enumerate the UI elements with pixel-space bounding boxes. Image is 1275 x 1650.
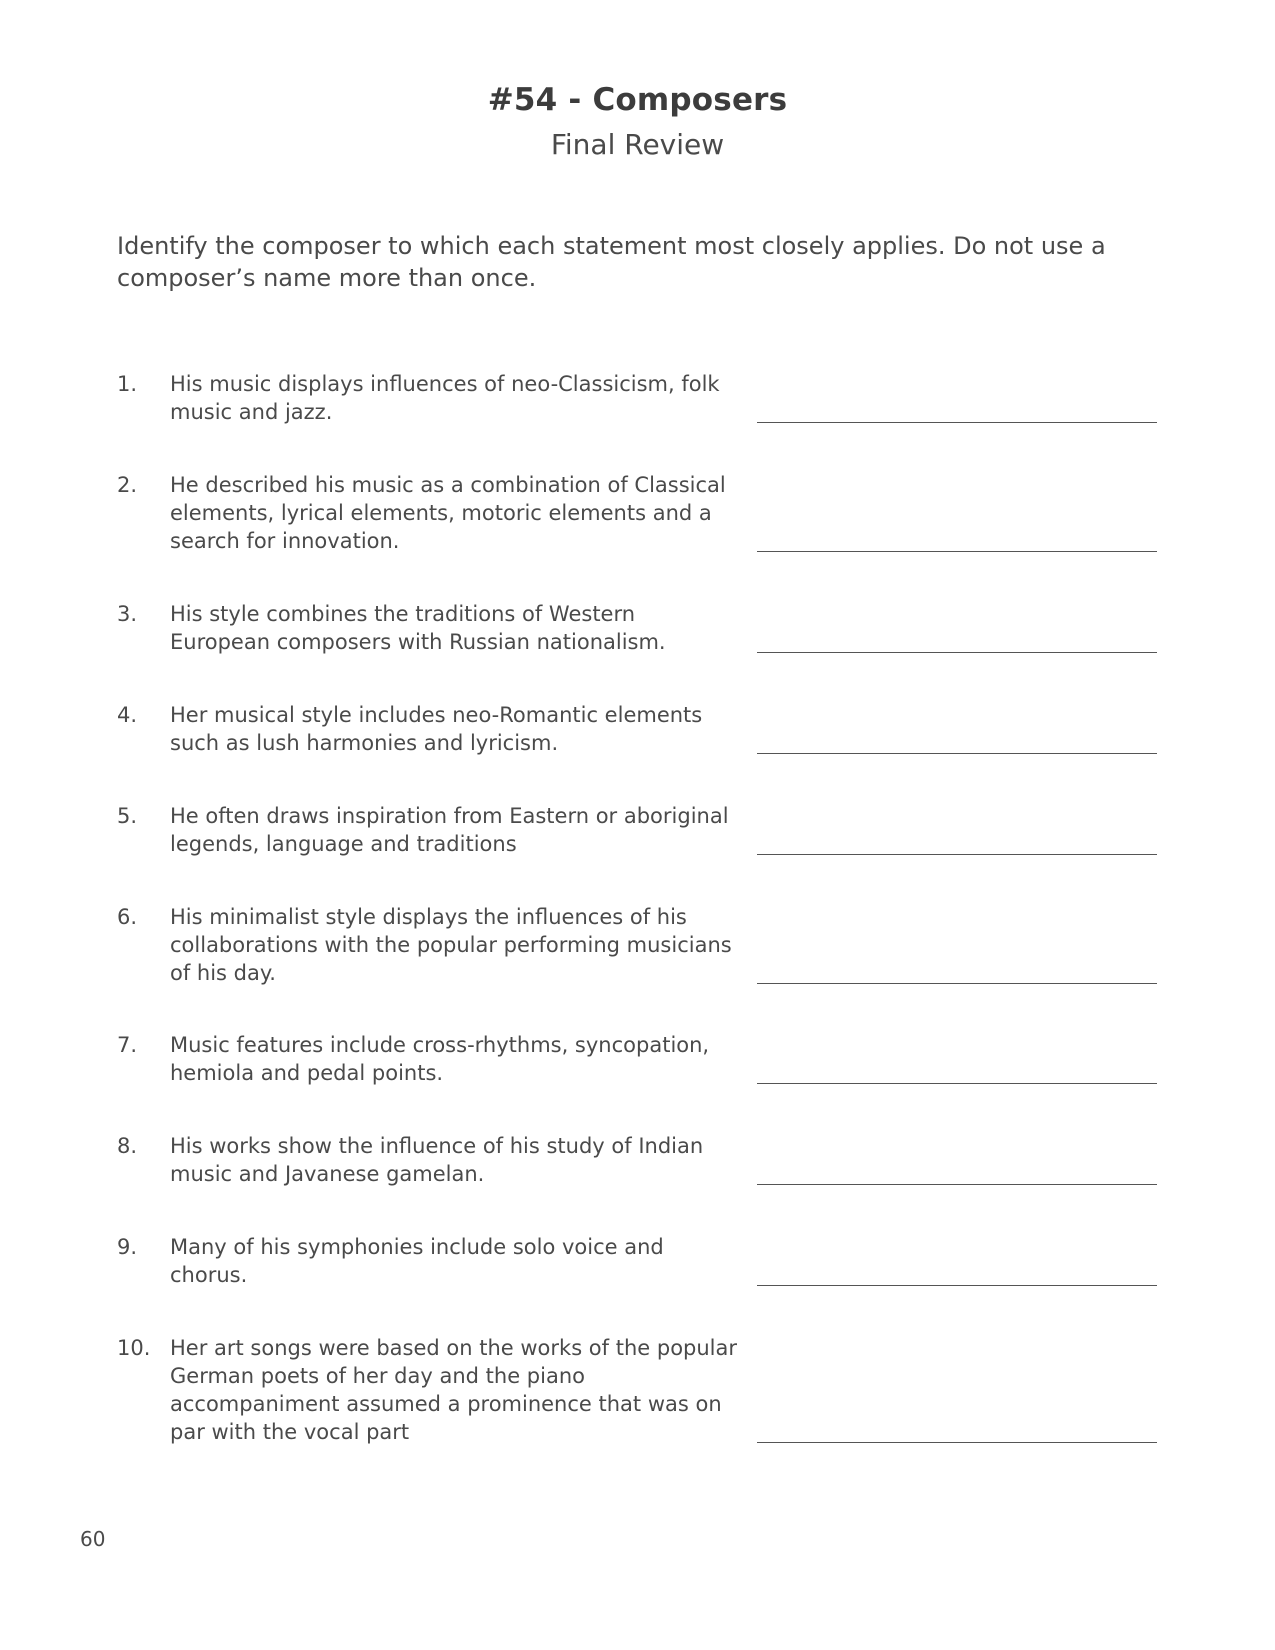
answer-line[interactable]: [757, 1442, 1157, 1443]
page-subtitle: Final Review: [550, 128, 725, 161]
question-number: 10.: [117, 1336, 151, 1360]
question-text: Music features include cross-rhythms, syncopation, hemiola and pedal points.: [170, 1033, 710, 1085]
question-number: 6.: [117, 905, 138, 929]
answer-line[interactable]: [757, 551, 1157, 552]
answer-line[interactable]: [757, 983, 1157, 984]
question-text: His minimalist style displays the influences of his collaborations with the popular performing musicians of his day.: [170, 905, 732, 985]
answer-line[interactable]: [757, 1184, 1157, 1185]
question-text: He often draws inspiration from Eastern or aboriginal legends, language and traditions: [170, 804, 729, 856]
answer-line[interactable]: [757, 422, 1157, 423]
question-text: Her musical style includes neo-Romantic elements such as lush harmonies and lyricism.: [170, 703, 703, 755]
page-title: #54 - Composers: [487, 82, 788, 118]
question-text: He described his music as a combination of Classical elements, lyrical elements, motoric elements and a search for innovation.: [170, 473, 726, 553]
question-text: Her art songs were based on the works of the popular German poets of her day and the piano accompaniment assumed a prominence that was on par with the vocal part: [170, 1336, 738, 1444]
question-text: His style combines the traditions of Western European composers with Russian nationalism.: [170, 602, 666, 654]
answer-line[interactable]: [757, 1083, 1157, 1084]
question-number: 7.: [117, 1033, 138, 1057]
question-text: His music displays influences of neo-Classicism, folk music and jazz.: [170, 372, 720, 424]
question-number: 8.: [117, 1134, 138, 1158]
question-text: Many of his symphonies include solo voice and chorus.: [170, 1235, 664, 1287]
question-number: 1.: [117, 372, 138, 396]
page-number: 60: [80, 1527, 106, 1551]
question-text: His works show the influence of his study of Indian music and Javanese gamelan.: [170, 1134, 704, 1186]
question-number: 2.: [117, 473, 138, 497]
instructions: Identify the composer to which each statement most closely applies. Do not use a composer’s name more than once.: [117, 232, 1106, 292]
question-number: 9.: [117, 1235, 138, 1259]
answer-line[interactable]: [757, 854, 1157, 855]
question-number: 4.: [117, 703, 138, 727]
answer-line[interactable]: [757, 1285, 1157, 1286]
answer-line[interactable]: [757, 753, 1157, 754]
question-number: 5.: [117, 804, 138, 828]
question-number: 3.: [117, 602, 138, 626]
answer-line[interactable]: [757, 652, 1157, 653]
